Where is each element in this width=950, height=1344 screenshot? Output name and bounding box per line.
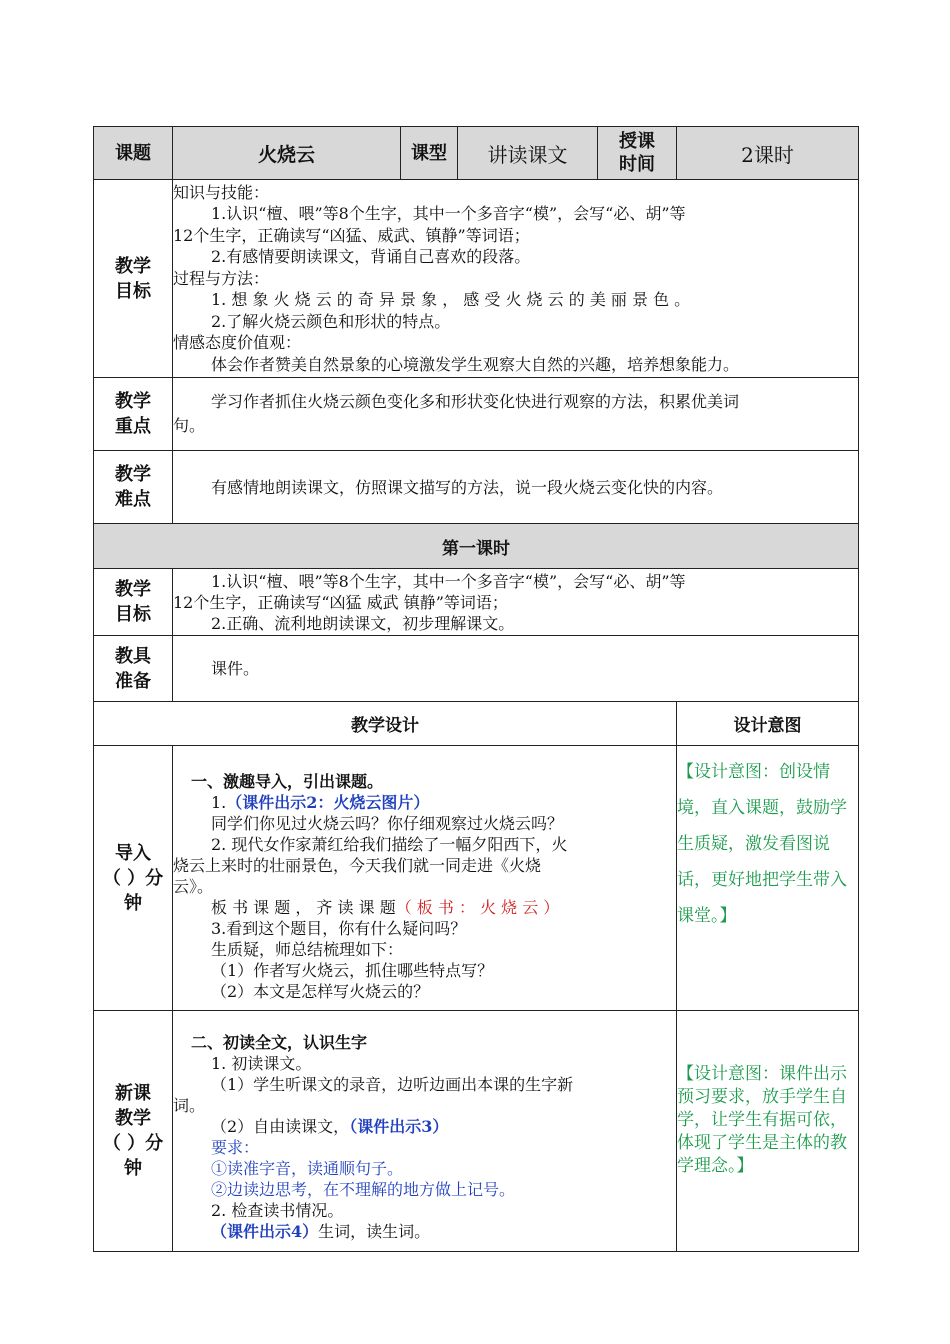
difficulty-text: 有感情地朗读课文，仿照课文描写的方法，说一段火烧云变化快的内容。	[211, 477, 724, 497]
goals-line: 情感态度价值观：	[173, 333, 302, 353]
intro-heading: 一、激趣导入，引出课题。	[191, 771, 384, 791]
goals-line: 知识与技能：	[173, 182, 270, 202]
difficulty-row	[94, 451, 859, 524]
newlesson-line: 词。	[173, 1096, 206, 1115]
newlesson-line: ②边读边思考，在不理解的地方做上记号。	[211, 1180, 516, 1199]
difficulty-label-line-1: 教学	[115, 464, 151, 485]
newlesson-intent-line: 预习要求，放手学生自	[677, 1087, 847, 1107]
lesson1-goals-line: 12个生字，正确读写“凶猛 威武 镇静”等词语；	[173, 592, 508, 612]
lesson1-goals-line: 1.认识“檀、喂”等8个生字，其中一个多音字“模”，会写“必、胡”等	[211, 571, 686, 591]
type-label: 课型	[401, 127, 458, 180]
newlesson-intent-line: 学，让学生有据可依，	[677, 1110, 847, 1130]
lesson1-tools-row	[94, 636, 859, 702]
intro-row	[94, 746, 859, 1011]
hours-label	[598, 127, 677, 180]
focus-line-2: 句。	[173, 416, 206, 435]
difficulty-label	[94, 451, 173, 524]
newlesson-label-line-3: （ ）分	[102, 1133, 164, 1154]
newlesson-label	[94, 1011, 173, 1252]
newlesson-heading: 二、初读全文，认识生字	[191, 1033, 368, 1052]
hours-label-line-1: 授课	[619, 131, 655, 152]
newlesson-courseware-note-2: （课件出示4）	[211, 1222, 319, 1241]
intro-intent-line: 课堂。】	[677, 906, 737, 926]
lesson1-section-row	[94, 524, 859, 569]
goals-label-line-1: 教学	[115, 255, 151, 277]
intro-intent-line: 生质疑，激发看图说	[677, 834, 830, 854]
intro-label-line-3: 钟	[124, 892, 142, 914]
hours-label-line-2: 时间	[619, 154, 655, 175]
lesson1-tools-label	[94, 636, 173, 702]
goals-content	[173, 180, 859, 378]
newlesson-line: ①读准字音，读通顺句子。	[211, 1159, 404, 1178]
focus-line-1: 学习作者抓住火烧云颜色变化多和形状变化快进行观察的方法，积累优美词	[211, 392, 740, 411]
goals-line: 1. 想 象 火 烧 云 的 奇 异 景 象 ， 感 受 火 烧 云 的 美 丽 景 色 。	[211, 290, 691, 310]
focus-content	[173, 378, 859, 451]
intro-intent-line: 【设计意图：创设情	[677, 762, 830, 782]
intro-board-note: （ 板 书 ： 火 烧 云 ）	[395, 897, 560, 917]
newlesson-line	[173, 1116, 676, 1137]
newlesson-words-text: 生词，读生词。	[318, 1222, 431, 1241]
newlesson-intent	[677, 1011, 859, 1252]
intro-intent	[677, 746, 859, 1011]
lesson1-goals-content	[173, 569, 859, 636]
newlesson-label-line-4: 钟	[124, 1158, 142, 1179]
lesson1-tools-label-line-2: 准备	[115, 670, 151, 692]
intro-line	[173, 792, 676, 813]
lesson1-goals-label-line-1: 教学	[115, 579, 151, 600]
topic-label: 课题	[94, 127, 173, 180]
newlesson-line: 2. 检查读书情况。	[211, 1201, 344, 1220]
focus-row	[94, 378, 859, 451]
newlesson-courseware-note: （课件出示3）	[349, 1117, 449, 1136]
lesson-plan-table	[93, 126, 859, 1252]
goals-line: 2.了解火烧云颜色和形状的特点。	[211, 311, 451, 331]
intro-label-line-2: （ ）分	[102, 867, 164, 889]
difficulty-content	[173, 451, 859, 524]
goals-label-line-2: 目标	[115, 280, 151, 302]
lesson1-tools-label-line-1: 教具	[115, 645, 151, 667]
intro-line: （1）作者写火烧云，抓住哪些特点写？	[211, 960, 494, 980]
lesson1-goals-row	[94, 569, 859, 636]
intro-intent-line: 境，直入课题，鼓励学	[677, 798, 847, 818]
lesson1-goals-label	[94, 569, 173, 636]
newlesson-line: （1）学生听课文的录音，边听边画出本课的生字新	[211, 1075, 574, 1094]
lesson1-goals-line: 2.正确、流利地朗读课文，初步理解课文。	[211, 613, 515, 633]
intro-line-prefix: 1.	[211, 792, 227, 812]
goals-line: 体会作者赞美自然景象的心境激发学生观察大自然的兴趣，培养想象能力。	[211, 354, 740, 374]
design-header-row	[94, 702, 859, 746]
intro-intent-line: 话，更好地把学生带入	[677, 870, 847, 890]
lesson1-tools-content	[173, 636, 859, 702]
newlesson-read-text: （2）自由读课文，	[211, 1117, 350, 1136]
focus-label-line-2: 重点	[115, 416, 151, 437]
intro-line: （2）本文是怎样写火烧云的？	[211, 981, 430, 1001]
topic-value: 火烧云	[173, 127, 401, 180]
goals-line: 2.有感情要朗读课文，背诵自己喜欢的段落。	[211, 247, 531, 267]
newlesson-intent-line: 学理念。】	[677, 1156, 754, 1176]
intro-line: 生质疑，师总结梳理如下：	[211, 939, 404, 959]
newlesson-intent-line: 体现了学生是主体的教	[677, 1133, 847, 1153]
goals-line: 过程与方法：	[173, 268, 270, 288]
newlesson-line	[173, 1221, 676, 1242]
goals-label	[94, 180, 173, 378]
newlesson-label-line-1: 新课	[115, 1083, 151, 1104]
newlesson-line: 1. 初读课文。	[211, 1054, 312, 1073]
intro-line: 烧云上来时的壮丽景色，今天我们就一同走进《火烧	[173, 855, 542, 875]
design-column-header: 教学设计	[94, 702, 677, 746]
newlesson-label-line-2: 教学	[115, 1108, 151, 1129]
lesson1-goals-label-line-2: 目标	[115, 604, 151, 625]
newlesson-intent-line: 【设计意图：课件出示	[677, 1064, 847, 1084]
intro-content	[173, 746, 677, 1011]
intro-label-line-1: 导入	[115, 842, 151, 864]
intro-board-text: 板 书 课 题 ， 齐 读 课 题	[211, 897, 396, 917]
goals-line: 1.认识“檀、喂”等8个生字，其中一个多音字“模”，会写“必、胡”等	[211, 204, 686, 224]
hours-value: 2课时	[677, 127, 859, 180]
intro-courseware-note: （课件出示2：火烧云图片）	[226, 792, 430, 812]
intro-line: 同学们你见过火烧云吗？你仔细观察过火烧云吗？	[211, 813, 564, 833]
goals-line: 12个生字，正确读写“凶猛、威武、镇静”等词语；	[173, 225, 530, 245]
newlesson-content	[173, 1011, 677, 1252]
intro-line: 3.看到这个题目，你有什么疑问吗？	[211, 918, 467, 938]
intent-column-header: 设计意图	[677, 702, 859, 746]
header-row	[94, 127, 859, 180]
type-value: 讲读课文	[458, 127, 598, 180]
focus-label-line-1: 教学	[115, 391, 151, 412]
focus-label	[94, 378, 173, 451]
goals-row	[94, 180, 859, 378]
newlesson-line: 要求：	[211, 1138, 260, 1157]
newlesson-row	[94, 1011, 859, 1252]
lesson1-tools-text: 课件。	[211, 659, 260, 678]
intro-label	[94, 746, 173, 1011]
intro-line: 云》。	[173, 876, 214, 896]
difficulty-label-line-2: 难点	[115, 489, 151, 510]
lesson1-title: 第一课时	[94, 524, 859, 569]
intro-line	[173, 897, 676, 918]
intro-line: 2. 现代女作家萧红给我们描绘了一幅夕阳西下，火	[211, 834, 568, 854]
